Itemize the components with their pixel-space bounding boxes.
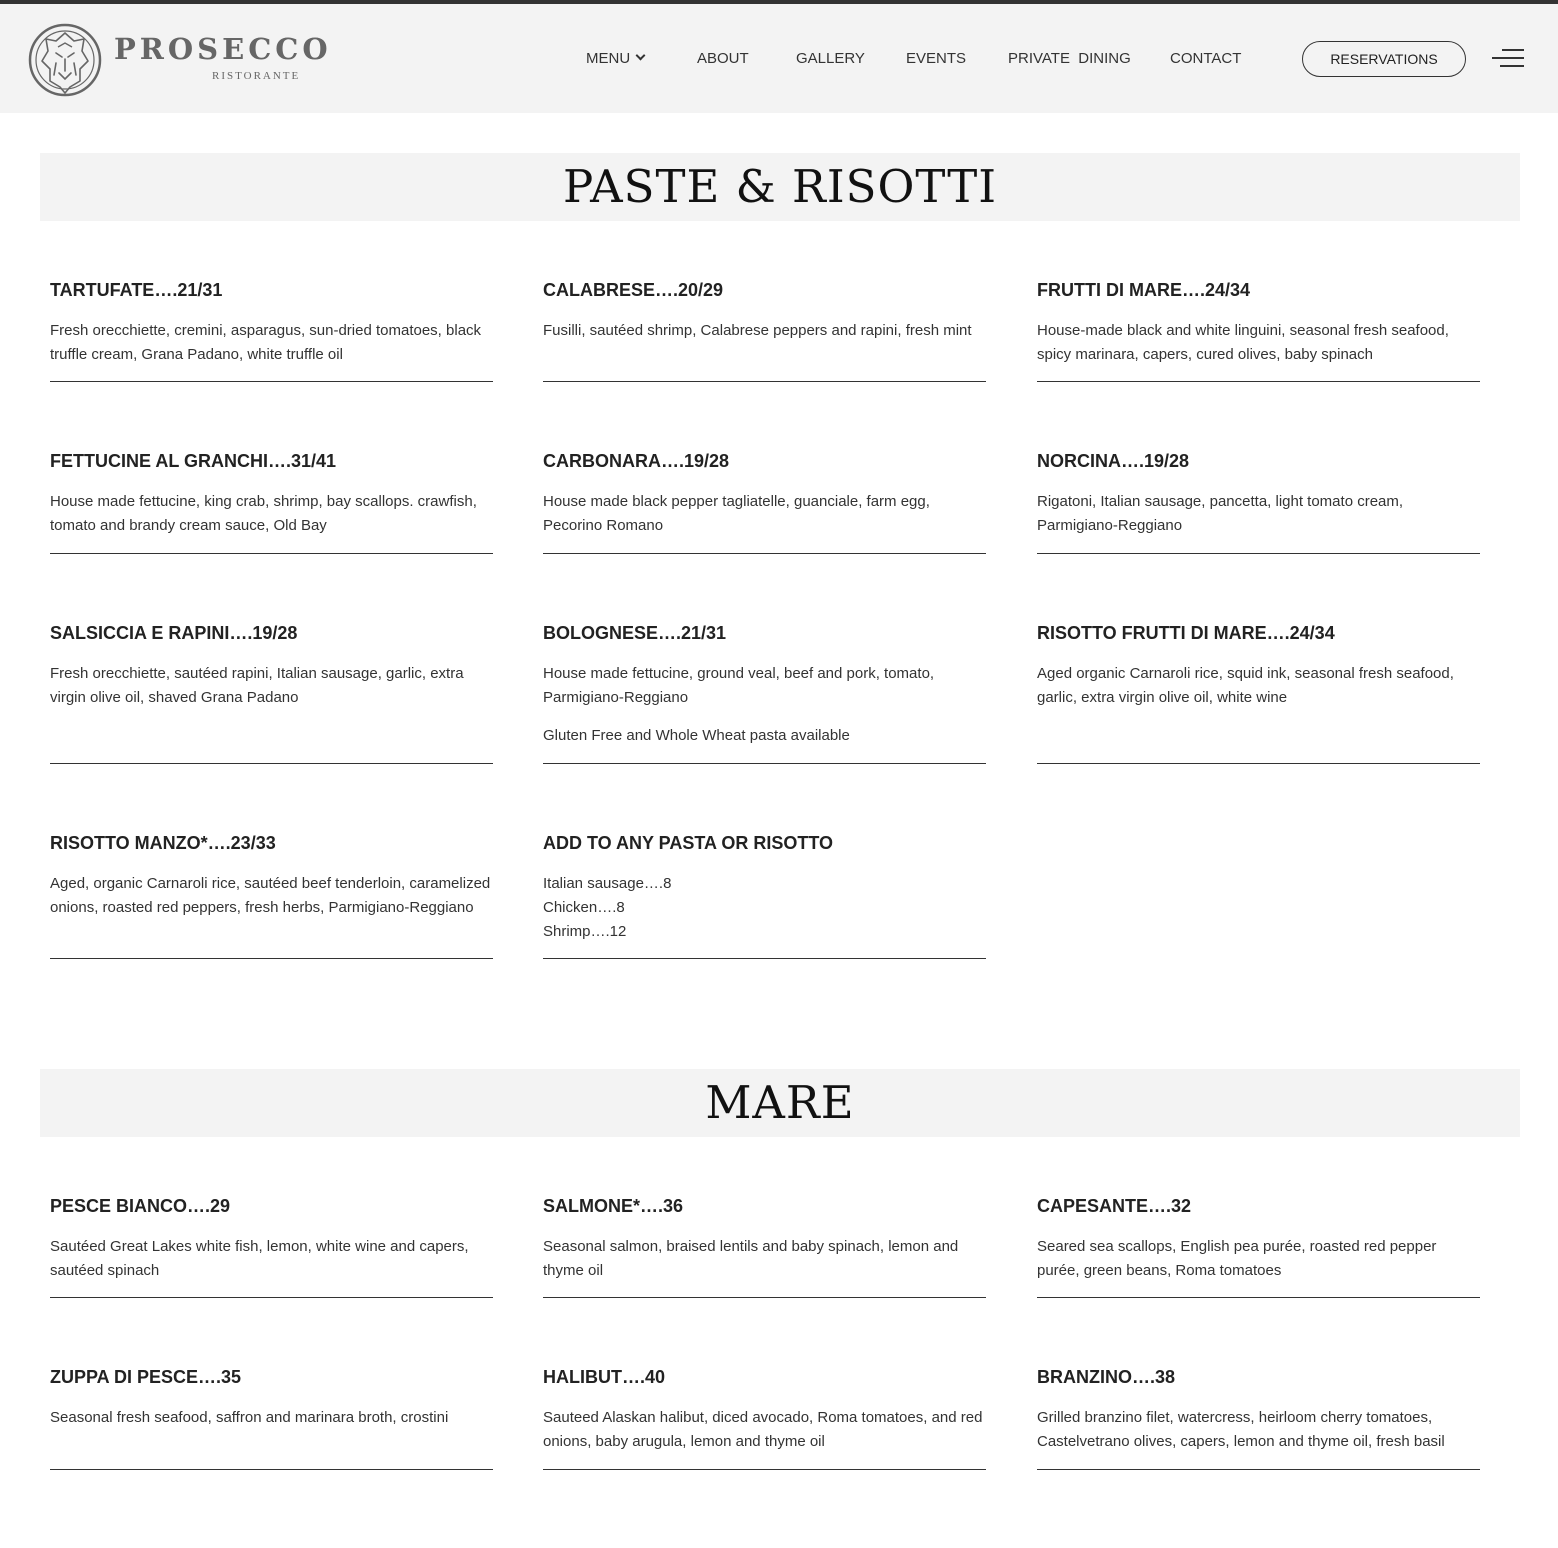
section-title: PASTE & RISOTTI (562, 160, 998, 213)
menu-item-description: Aged, organic Carnaroli rice, sautéed beef tenderloin, caramelized onions, roasted red peppers, fresh herbs, Parmigiano-Reggiano (50, 875, 491, 916)
lion-head-icon (28, 23, 102, 97)
menu-item-description: House made black pepper tagliatelle, guanciale, farm egg, Pecorino Romano (543, 493, 930, 534)
menu-item (50, 450, 493, 554)
menu-item-description: Sautéed Great Lakes white fish, lemon, white wine and capers, sautéed spinach (50, 1238, 469, 1279)
menu-item-description: Fusilli, sautéed shrimp, Calabrese peppers and rapini, fresh mint (543, 322, 972, 339)
menu-item-name: CAPESANTE….32 (1037, 1196, 1192, 1216)
menu-item-description: House made fettucine, king crab, shrimp, bay scallops. crawfish, tomato and brandy cream sauce, Old Bay (50, 493, 477, 534)
addon-line: Shrimp….12 (543, 923, 627, 940)
menu-item-name: CARBONARA….19/28 (543, 451, 730, 471)
chevron-down-icon (636, 51, 646, 61)
menu-item-description: Fresh orecchiette, cremini, asparagus, sun-dried tomatoes, black truffle cream, Grana Padano, white truffle oil (50, 322, 482, 363)
menu-item (1037, 1195, 1480, 1298)
nav-item-about[interactable]: ABOUT (697, 50, 749, 67)
menu-item-name: FRUTTI DI MARE….24/34 (1037, 280, 1251, 300)
menu-item (50, 1366, 493, 1470)
addon-line: Italian sausage….8 (543, 875, 672, 892)
menu-item-addons (543, 832, 986, 959)
menu-item-name: RISOTTO FRUTTI DI MARE….24/34 (1037, 623, 1335, 643)
menu-item (543, 1195, 986, 1298)
menu-item-name: CALABRESE….20/29 (543, 280, 724, 300)
menu-item (1037, 1366, 1480, 1470)
nav-item-menu[interactable] (586, 51, 644, 66)
menu-item-name: ADD TO ANY PASTA OR RISOTTO (543, 833, 834, 853)
menu-item-description: Seasonal salmon, braised lentils and baby spinach, lemon and thyme oil (543, 1238, 959, 1279)
menu-item-description: Aged organic Carnaroli rice, squid ink, seasonal fresh seafood, garlic, extra virgin olive oil, white wine (1037, 665, 1454, 706)
menu-item-name: BRANZINO….38 (1037, 1367, 1176, 1387)
nav-item-label: MENU (586, 50, 631, 67)
nav-item-events[interactable]: EVENTS (906, 50, 967, 67)
menu-item-name: NORCINA….19/28 (1037, 451, 1190, 471)
menu-item (543, 279, 986, 382)
menu-item-description: Rigatoni, Italian sausage, pancetta, light tomato cream, Parmigiano-Reggiano (1037, 493, 1404, 534)
addon-list (543, 872, 986, 944)
menu-item-name: ZUPPA DI PESCE….35 (50, 1367, 242, 1387)
menu-item-name: SALSICCIA E RAPINI….19/28 (50, 623, 298, 643)
nav-item-contact[interactable]: CONTACT (1170, 50, 1242, 67)
menu-item-description: Seared sea scallops, English pea purée, roasted red pepper purée, green beans, Roma tomatoes (1037, 1238, 1437, 1279)
menu-item-name: PESCE BIANCO….29 (50, 1196, 231, 1216)
menu-item (543, 622, 986, 764)
brand-name: PROSECCO (114, 32, 332, 66)
addon-line: Chicken….8 (543, 899, 625, 916)
menu-item (50, 1195, 493, 1298)
menu-item-name: TARTUFATE….21/31 (50, 280, 223, 300)
menu-item (1037, 279, 1480, 382)
menu-item-note: Gluten Free and Whole Wheat pasta available (543, 727, 850, 744)
menu-item-description: Sauteed Alaskan halibut, diced avocado, Roma tomatoes, and red onions, baby arugula, lemon and thyme oil (543, 1409, 983, 1450)
menu-item-name: RISOTTO MANZO*….23/33 (50, 833, 276, 853)
menu-item (50, 622, 493, 764)
brand-tagline: RISTORANTE (212, 70, 301, 82)
menu-item-description: House-made black and white linguini, seasonal fresh seafood, spicy marinara, capers, cured olives, baby spinach (1037, 322, 1449, 363)
site-header (0, 4, 1558, 113)
menu-item-description: House made fettucine, ground veal, beef and pork, tomato, Parmigiano-Reggiano (543, 665, 935, 706)
menu-item (1037, 450, 1480, 554)
menu-item (543, 450, 986, 554)
menu-item (543, 1366, 986, 1470)
menu-item (50, 832, 493, 959)
menu-item-description: Grilled branzino filet, watercress, heirloom cherry tomatoes, Castelvetrano olives, capers, lemon and thyme oil, fresh basil (1037, 1409, 1445, 1450)
hamburger-icon[interactable] (1492, 49, 1524, 69)
menu-item-name: HALIBUT….40 (543, 1367, 666, 1387)
menu-item-name: FETTUCINE AL GRANCHI….31/41 (50, 451, 337, 471)
section-title: MARE (705, 1076, 855, 1129)
menu-item-name: BOLOGNESE….21/31 (543, 623, 727, 643)
nav-item-private-dining[interactable]: PRIVATE DINING (1008, 50, 1131, 67)
nav-item-gallery[interactable]: GALLERY (796, 50, 865, 67)
menu-item-name: SALMONE*….36 (543, 1196, 684, 1216)
brand-logo[interactable] (28, 23, 332, 97)
menu-item (1037, 622, 1480, 764)
section-header-mare (40, 1069, 1520, 1137)
reservations-button[interactable]: RESERVATIONS (1302, 41, 1466, 77)
menu-item-description: Fresh orecchiette, sautéed rapini, Italian sausage, garlic, extra virgin olive oil, shaved Grana Padano (50, 665, 464, 706)
section-header-paste-risotti (40, 153, 1520, 221)
menu-item (50, 279, 493, 382)
menu-item-description: Seasonal fresh seafood, saffron and marinara broth, crostini (50, 1409, 449, 1426)
